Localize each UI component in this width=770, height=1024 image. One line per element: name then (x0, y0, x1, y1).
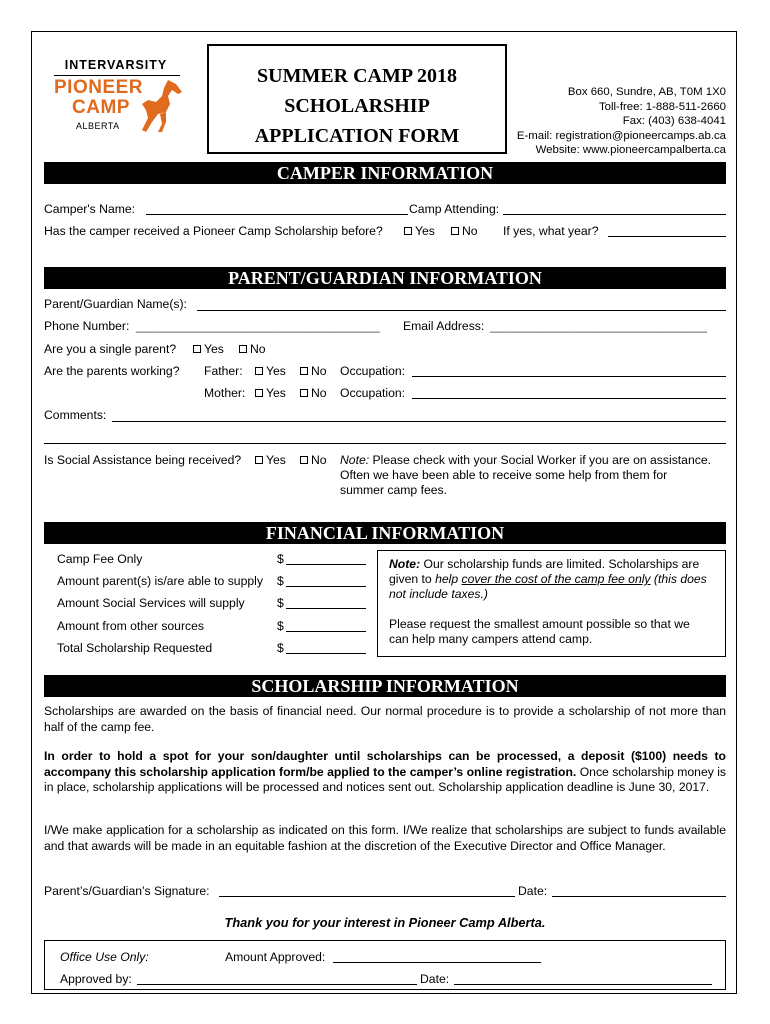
form-title (207, 44, 507, 154)
contact-website: Website: www.pioneercampalberta.ca (535, 144, 726, 156)
total-row-field[interactable] (286, 653, 366, 654)
checkbox-icon[interactable] (239, 345, 247, 353)
total-row-label: Total Scholarship Requested (57, 641, 213, 655)
scholarship-para2: In order to hold a spot for your son/daughter until scholarships can be processed, a deposit ($100) needs to accompany this scholarship application form/be applied to the camper’s online registration. Once scholarship money is in place, scholarship applications will be processed and notices sent out. Scholarship application deadline is June 30, 2017. (44, 749, 727, 794)
logo (50, 58, 190, 138)
contact-tollfree: Toll-free: 1-888-511-2660 (598, 100, 726, 113)
prior-no-option[interactable]: No (451, 224, 478, 239)
phone-field[interactable]: ____________________________________ (136, 319, 381, 333)
social-yes-option[interactable]: Yes (255, 453, 286, 468)
single-parent-label: Are you a single parent? (44, 342, 177, 356)
office-use-label: Office Use Only: (60, 950, 149, 964)
father-yes-option[interactable]: Yes (255, 364, 286, 379)
parent-supply-row-field[interactable] (286, 586, 366, 587)
email-field[interactable]: ________________________________ (490, 319, 707, 333)
camp-attending-field[interactable] (503, 214, 726, 215)
title-line3: APPLICATION FORM (254, 125, 460, 147)
logo-org: INTERVARSITY (64, 58, 168, 72)
camper-heading: CAMPER INFORMATION (44, 162, 726, 184)
thanks-message: Thank you for your interest in Pioneer Camp Alberta. (224, 915, 546, 930)
fee-row-currency: $ (277, 552, 284, 566)
parent-names-field[interactable] (197, 310, 726, 311)
checkbox-icon[interactable] (255, 456, 263, 464)
social-note: Note: Please check with your Social Worker if you are on assistance. (340, 453, 711, 467)
social-assistance-label: Is Social Assistance being received? (44, 453, 242, 467)
signature-field[interactable] (219, 896, 515, 897)
father-occupation-field[interactable] (412, 376, 726, 377)
financial-note2-line2: can help many campers attend camp. (389, 632, 593, 646)
mother-occupation-label: Occupation: (340, 386, 406, 400)
office-use-box (44, 940, 726, 990)
amount-approved-field[interactable] (333, 962, 541, 963)
scholarship-para1: Scholarships are awarded on the basis of financial need. Our normal procedure is to provide a scholarship of not more than half of the camp fee. (44, 704, 726, 734)
other-sources-row-field[interactable] (286, 631, 366, 632)
signature-label: Parent’s/Guardian’s Signature: (44, 884, 210, 898)
checkbox-icon[interactable] (193, 345, 201, 353)
mother-no-option[interactable]: No (300, 386, 327, 401)
financial-note-line3: not include taxes.) (389, 587, 488, 601)
logo-rule (54, 75, 180, 76)
scholarship-heading: SCHOLARSHIP INFORMATION (44, 675, 726, 697)
other-sources-row-currency: $ (277, 619, 284, 633)
comments-field[interactable] (112, 421, 726, 422)
financial-note2-line1: Please request the smallest amount possible so that we (389, 617, 690, 631)
comments-label: Comments: (44, 408, 107, 422)
fee-row-label: Camp Fee Only (57, 552, 143, 566)
social-note-line2: Often we have been able to receive some help from them for (340, 468, 668, 482)
office-date-label: Date: (420, 972, 450, 986)
camp-attending-label: Camp Attending: (409, 202, 500, 216)
approved-by-label: Approved by: (60, 972, 132, 986)
financial-note-line2: given to help cover the cost of the camp fee only (this does (389, 572, 707, 586)
checkbox-icon[interactable] (300, 367, 308, 375)
signature-date-field[interactable] (552, 896, 726, 897)
other-sources-row-label: Amount from other sources (57, 619, 204, 633)
parents-working-label: Are the parents working? (44, 364, 180, 378)
social-services-row-currency: $ (277, 596, 284, 610)
parent-supply-row-label: Amount parent(s) is/are able to supply (57, 574, 263, 588)
horse-icon (138, 78, 184, 134)
mother-occupation-field[interactable] (412, 398, 726, 399)
mother-yes-option[interactable]: Yes (255, 386, 286, 401)
prior-yes-option[interactable]: Yes (404, 224, 435, 239)
scholarship-para3: I/We make application for a scholarship as indicated on this form. I/We realize that scholarships are subject to funds available and that awards will be made in an equitable fashion at the discretion of the Executive Director and Office Manager. (44, 823, 726, 853)
fee-row-field[interactable] (286, 564, 366, 565)
checkbox-icon[interactable] (300, 456, 308, 464)
amount-approved-label: Amount Approved: (225, 950, 326, 964)
prior-scholarship-question: Has the camper received a Pioneer Camp Scholarship before? (44, 224, 383, 238)
camper-name-field[interactable] (146, 214, 408, 215)
social-services-row-label: Amount Social Services will supply (57, 596, 245, 610)
logo-line3: ALBERTA (76, 121, 120, 131)
office-date-field[interactable] (454, 984, 712, 985)
logo-line1: PIONEER (54, 77, 144, 98)
father-occupation-label: Occupation: (340, 364, 406, 378)
social-note-line3: summer camp fees. (340, 483, 448, 497)
father-label: Father: (204, 364, 243, 378)
logo-line2: CAMP (72, 97, 130, 118)
phone-label: Phone Number: (44, 319, 130, 333)
contact-block (517, 85, 726, 158)
signature-date-label: Date: (518, 884, 548, 898)
contact-email: E-mail: registration@pioneercamps.ab.ca (516, 129, 726, 142)
camper-name-label: Camper's Name: (44, 202, 136, 216)
parent-heading: PARENT/GUARDIAN INFORMATION (44, 267, 726, 289)
single-no-option[interactable]: No (239, 342, 266, 357)
checkbox-icon[interactable] (255, 389, 263, 397)
title-line2: SCHOLARSHIP (284, 95, 430, 117)
mother-label: Mother: (204, 386, 246, 400)
approved-by-field[interactable] (137, 984, 417, 985)
checkbox-icon[interactable] (300, 389, 308, 397)
comments-field-line2[interactable] (44, 443, 726, 444)
father-no-option[interactable]: No (300, 364, 327, 379)
parent-names-label: Parent/Guardian Name(s): (44, 297, 187, 311)
title-line1: SUMMER CAMP 2018 (257, 65, 457, 87)
social-no-option[interactable]: No (300, 453, 327, 468)
total-row-currency: $ (277, 641, 284, 655)
email-label: Email Address: (403, 319, 485, 333)
contact-address: Box 660, Sundre, AB, T0M 1X0 (567, 86, 726, 98)
checkbox-icon[interactable] (255, 367, 263, 375)
year-label: If yes, what year? (503, 224, 599, 238)
year-field[interactable] (608, 236, 726, 237)
financial-note-line1: Note: Our scholarship funds are limited. Scholarships are (389, 557, 700, 571)
contact-fax: Fax: (403) 638-4041 (622, 115, 726, 127)
checkbox-icon[interactable] (404, 227, 412, 235)
checkbox-icon[interactable] (451, 227, 459, 235)
financial-heading: FINANCIAL INFORMATION (44, 522, 726, 544)
social-services-row-field[interactable] (286, 608, 366, 609)
parent-supply-row-currency: $ (277, 574, 284, 588)
single-yes-option[interactable]: Yes (193, 342, 224, 357)
